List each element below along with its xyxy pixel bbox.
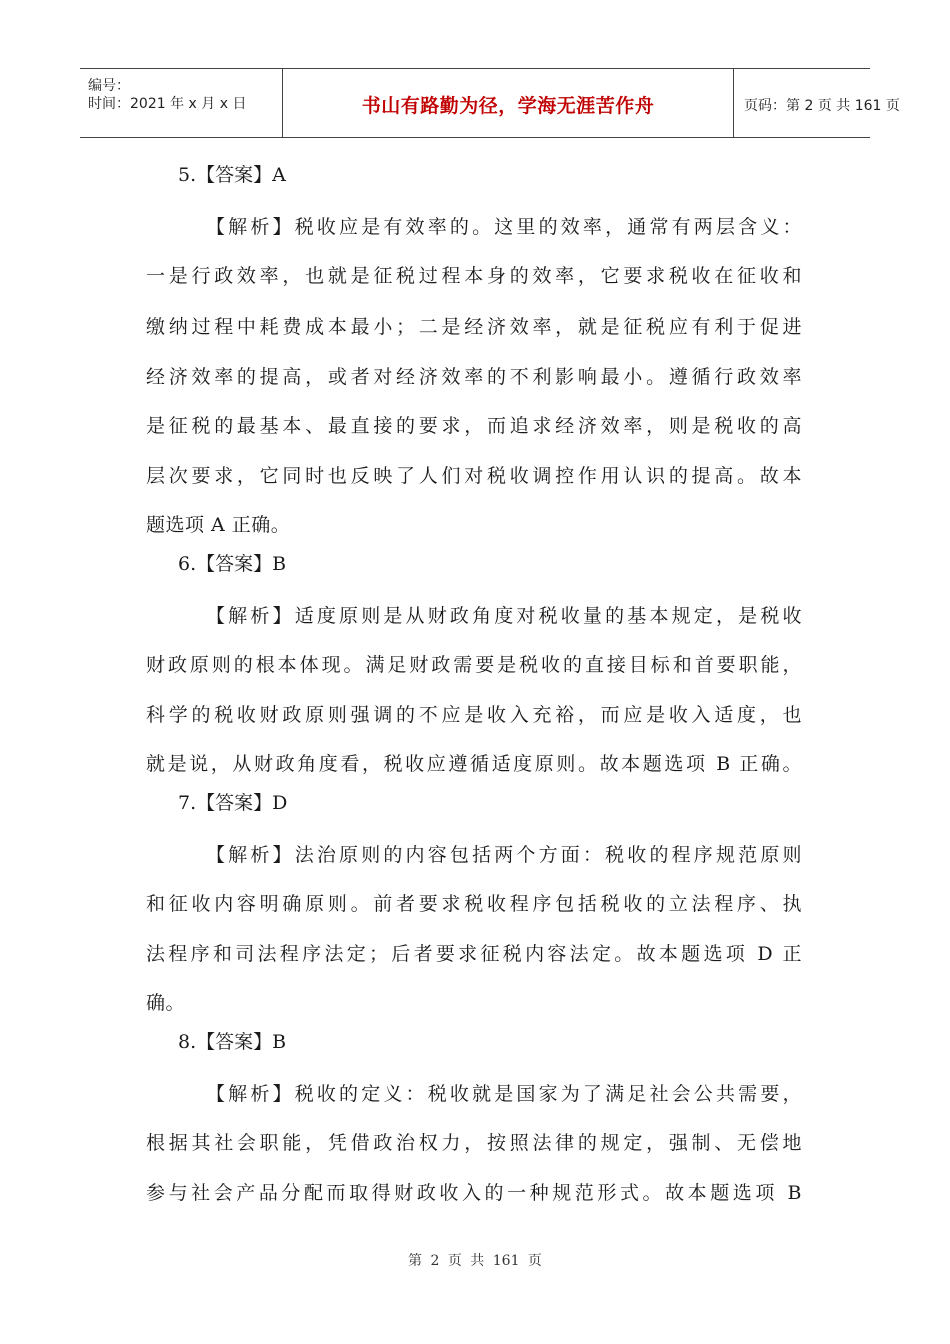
analysis-line: 根据其社会职能，凭借政治权力，按照法律的规定，强制、无偿地 [146, 1132, 802, 1154]
analysis-line: 科学的税收财政原则强调的不应是收入充裕，而应是收入适度，也 [146, 704, 802, 726]
header-page-info: 页码：第 2 页 共 161 页 [744, 98, 900, 114]
analysis-line: 层次要求，它同时也反映了人们对税收调控作用认识的提高。故本 [146, 465, 802, 487]
header-page-cell [734, 69, 900, 137]
header-motto-cell [282, 69, 734, 137]
answer-heading: 7.【答案】D [178, 792, 288, 814]
page-header [80, 68, 900, 138]
analysis-line: 就是说，从财政角度看，税收应遵循适度原则。故本题选项 B 正确。 [146, 753, 802, 775]
doc-number-label: 编号： [88, 78, 130, 94]
analysis-line: 和征收内容明确原则。前者要求税收程序包括税收的立法程序、执 [146, 893, 802, 915]
header-motto: 书山有路勤为径，学海无涯苦作舟 [361, 95, 655, 117]
answer-heading: 8.【答案】B [178, 1031, 287, 1053]
analysis-line: 经济效率的提高，或者对经济效率的不利影响最小。遵循行政效率 [146, 366, 802, 388]
analysis-line: 法程序和司法程序法定；后者要求征税内容法定。故本题选项 D 正 [146, 943, 802, 965]
header-meta-cell [80, 69, 282, 137]
analysis-line: 是征税的最基本、最直接的要求，而追求经济效率，则是税收的高 [146, 415, 802, 437]
analysis-line: 财政原则的根本体现。满足财政需要是税收的直接目标和首要职能， [146, 654, 802, 676]
doc-date-label: 时间：2021 年 x 月 x 日 [88, 96, 247, 112]
analysis-line: 【解析】适度原则是从财政角度对税收量的基本规定，是税收 [206, 605, 802, 627]
analysis-line: 【解析】法治原则的内容包括两个方面：税收的程序规范原则 [206, 844, 802, 866]
page-footer: 第 2 页 共 161 页 [408, 1253, 542, 1269]
analysis-line: 题选项 A 正确。 [146, 514, 291, 536]
analysis-line: 确。 [146, 992, 186, 1014]
answer-heading: 5.【答案】A [178, 164, 286, 186]
analysis-line: 【解析】税收应是有效率的。这里的效率，通常有两层含义： [206, 216, 802, 238]
analysis-line: 参与社会产品分配而取得财政收入的一种规范形式。故本题选项 B [146, 1182, 802, 1204]
analysis-line: 缴纳过程中耗费成本最小；二是经济效率，就是征税应有利于促进 [146, 316, 802, 338]
analysis-line: 一是行政效率，也就是征税过程本身的效率，它要求税收在征收和 [146, 265, 802, 287]
analysis-line: 【解析】税收的定义：税收就是国家为了满足社会公共需要， [206, 1083, 802, 1105]
answer-heading: 6.【答案】B [178, 553, 287, 575]
